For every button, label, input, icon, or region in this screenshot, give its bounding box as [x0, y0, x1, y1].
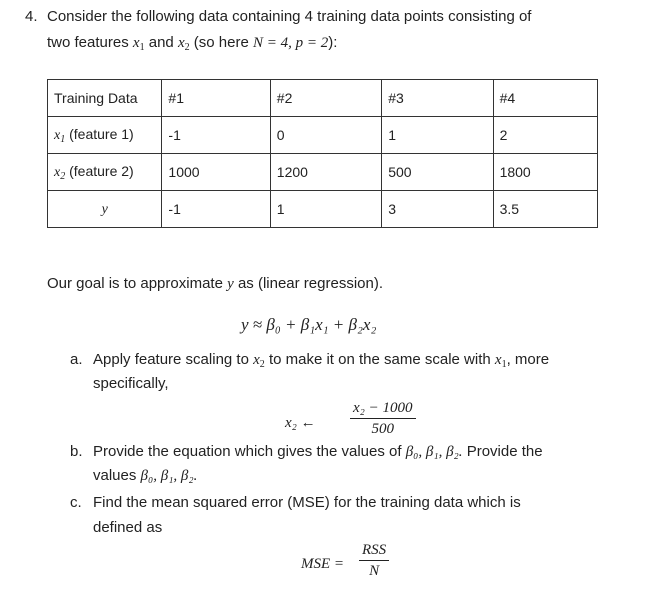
- table-cell: 3.5: [493, 191, 597, 228]
- table-cell: -1: [162, 191, 270, 228]
- question-line-2-end: ):: [328, 34, 338, 51]
- regression-equation: y ≈ β₀ + β₁x₁ + β₂x₂: [241, 315, 377, 334]
- part-c-line-2: defined as: [93, 519, 163, 536]
- question-line-2-eq: N = 4, p = 2: [252, 35, 329, 51]
- table-cell: -1: [162, 117, 270, 154]
- table-cell: 1200: [270, 154, 381, 191]
- table-cell: 0: [270, 117, 381, 154]
- var-x2: $x_2$: [177, 35, 190, 53]
- table-header-cell: #1: [162, 80, 270, 117]
- row-label-feature-2: $x_2$ (feature 2): [48, 154, 162, 191]
- part-b-line-1: Provide the equation which gives the values of β₀, β₁, β₂. Provide the: [93, 443, 543, 460]
- table-header-cell: Training Data: [48, 80, 162, 117]
- part-c-line-1: Find the mean squared error (MSE) for the training data which is: [93, 494, 521, 511]
- goal-text: [47, 274, 383, 294]
- var-x1: $x_1$: [132, 35, 145, 53]
- training-data-table: [47, 79, 598, 228]
- table-row: [48, 117, 598, 154]
- question-line-1: Consider the following data containing 4 training data points consisting of: [47, 8, 532, 25]
- table-header-cell: #4: [493, 80, 597, 117]
- question-line-2: [47, 33, 337, 58]
- table-row: [48, 154, 598, 191]
- row-label-target-y: y: [48, 191, 162, 228]
- table-header-cell: #2: [270, 80, 381, 117]
- table-cell: 1: [270, 191, 381, 228]
- table-header-cell: #3: [382, 80, 493, 117]
- question-line-2-and: and: [148, 34, 174, 51]
- table-cell: 1000: [162, 154, 270, 191]
- mse-lhs: MSE =: [301, 556, 345, 572]
- table-cell: 3: [382, 191, 493, 228]
- mse-numerator: RSS: [359, 540, 389, 561]
- part-b-label: b.: [70, 443, 83, 460]
- question-line-2-pre: two features: [47, 34, 129, 51]
- table-header-row: [48, 80, 598, 117]
- part-a-line-2: specifically,: [93, 375, 169, 392]
- table-cell: 500: [382, 154, 493, 191]
- part-c-label: c.: [70, 494, 82, 511]
- table-cell: 2: [493, 117, 597, 154]
- scaling-fraction: [350, 398, 416, 439]
- part-a-label: a.: [70, 351, 83, 368]
- mse-fraction: [359, 540, 389, 581]
- question-line-2-post: (so here: [193, 34, 249, 51]
- part-b-line-2: values β₀, β₁, β₂.: [93, 467, 198, 484]
- row-label-feature-1: $x_1$ (feature 1): [48, 117, 162, 154]
- scaling-lhs: x₂ ←: [285, 415, 316, 431]
- table-cell: 1: [382, 117, 493, 154]
- table-row: [48, 191, 598, 228]
- scaling-denominator: 500: [371, 421, 394, 437]
- table-cell: 1800: [493, 154, 597, 191]
- goal-var: y: [227, 276, 234, 292]
- mse-denominator: N: [369, 563, 380, 579]
- question-number: 4.: [25, 8, 38, 25]
- part-a-line-1: Apply feature scaling to $x_2$ to make it on the same scale with $x_1$, more: [93, 351, 550, 370]
- goal-text-post: as (linear regression).: [237, 275, 383, 292]
- scaling-numerator: x₂ − 1000: [350, 398, 416, 419]
- goal-text-pre: Our goal is to approximate: [47, 275, 223, 292]
